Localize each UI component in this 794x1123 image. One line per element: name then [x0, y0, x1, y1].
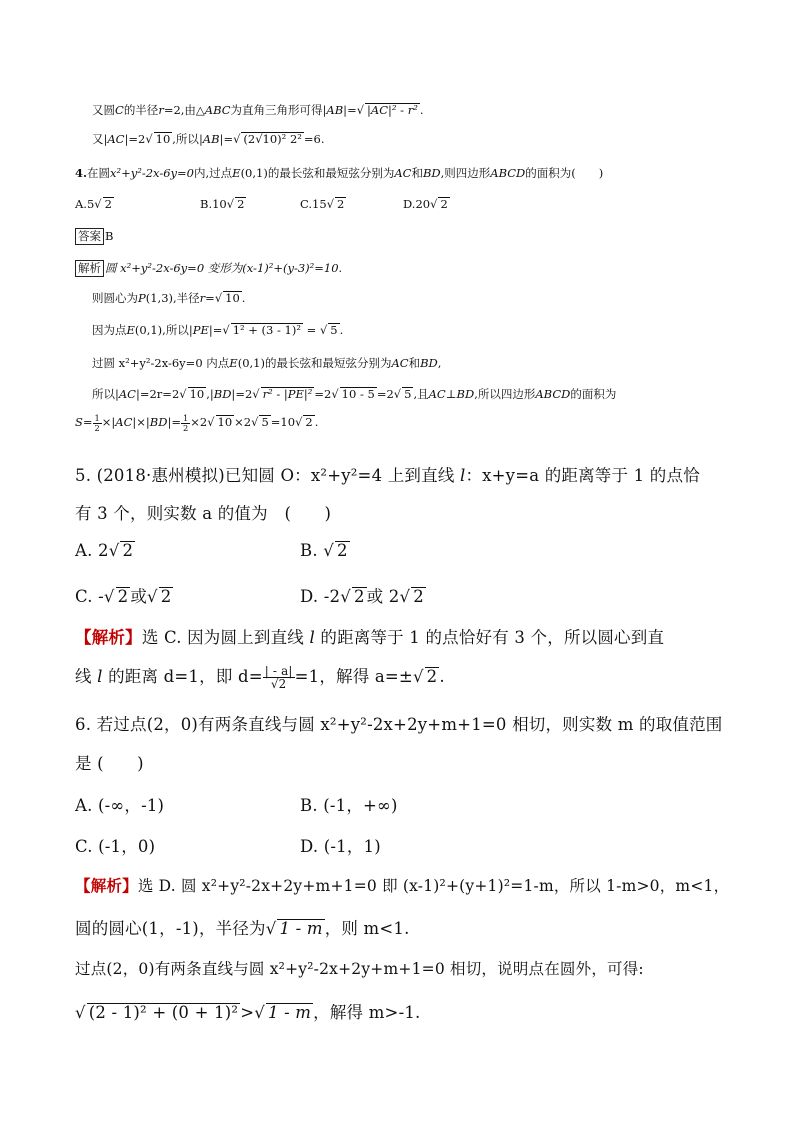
analysis-tag: 【解析】 — [75, 876, 138, 895]
p3-line-2 — [92, 131, 324, 147]
radical-sign: √ — [430, 197, 438, 211]
radicand: r² - |PE|² — [262, 387, 313, 401]
text: =2 — [235, 387, 253, 401]
radical-sign: √ — [319, 323, 328, 337]
q4-analysis-line-5 — [92, 386, 616, 402]
radicand: 1² + (3 - 1)² — [232, 323, 301, 337]
var: |AC| — [115, 387, 140, 401]
q4-stem — [75, 165, 603, 181]
p3-line-1 — [92, 102, 423, 118]
text: 的距离 d=1，即 d= — [102, 667, 263, 686]
text: = — [302, 323, 320, 337]
radical-sign: √ — [252, 387, 260, 401]
radical-sign: √ — [94, 197, 102, 211]
text: 圆的圆心(1，-1)，半径为 — [75, 919, 266, 938]
text: ,所以 — [172, 132, 199, 146]
option-text: D. (-1，1) — [300, 837, 381, 856]
q6-option-b — [300, 792, 398, 816]
text: 6. 若过点(2，0)有两条直线与圆 x²+y²-2x+2y+m+1=0 相切，则实数 m 的取值范围 — [75, 715, 723, 734]
q5-stem-line-1 — [75, 462, 700, 486]
q5-analysis-line-2 — [75, 663, 445, 690]
text: 和 — [411, 166, 423, 180]
text: ，解得 m>-1. — [313, 1003, 421, 1022]
radicand: 2 — [336, 541, 348, 560]
var: BD — [422, 166, 441, 180]
text: 有 3 个，则实数 a 的值为 ( ) — [75, 504, 332, 523]
option-letter: B. — [200, 197, 213, 211]
radicand: 10 — [189, 387, 205, 401]
radical-sign: √ — [75, 1003, 86, 1022]
text: =2 — [128, 132, 146, 146]
radicand: (2 - 1)² + (0 + 1)² — [88, 1003, 239, 1022]
q6-option-d — [300, 833, 381, 857]
q4-option-d — [403, 197, 450, 211]
radical-sign: √ — [179, 387, 187, 401]
option-coef: 5 — [86, 197, 95, 211]
text: . — [339, 323, 344, 337]
var: S — [75, 415, 83, 430]
radicand: 10 - 5 — [341, 387, 375, 401]
q6-analysis-line-3 — [75, 957, 644, 979]
option-text: A. (-∞，-1) — [75, 796, 165, 815]
var: l — [459, 466, 466, 485]
radicand: 2 — [440, 197, 448, 211]
q5-analysis-line-1 — [75, 624, 664, 648]
option-letter: A. — [75, 197, 87, 211]
q6-stem-line-1 — [75, 711, 723, 735]
fraction — [93, 414, 102, 432]
var: |PE| — [188, 323, 213, 337]
radical-sign: √ — [251, 415, 259, 430]
denominator: 2 — [182, 422, 189, 433]
var: AC — [394, 166, 412, 180]
q5-option-a — [75, 541, 135, 561]
q4-option-a — [75, 197, 114, 211]
radical-sign: √ — [147, 587, 158, 606]
text: ,则四边形 — [440, 166, 491, 180]
radical-sign: √ — [103, 587, 115, 606]
text: . — [439, 667, 445, 686]
var: |AB| — [322, 103, 348, 117]
text: 在圆 — [87, 166, 111, 180]
text: 的半径 — [123, 103, 159, 117]
text: , — [437, 356, 442, 370]
radicand: 2 — [353, 587, 365, 606]
text: =10 — [270, 415, 296, 430]
radicand: 10 — [225, 291, 240, 305]
text: ，则 m<1. — [324, 919, 410, 938]
q4-option-c — [300, 197, 346, 211]
text: 则圆心为 — [92, 291, 138, 305]
text: 是 ( ) — [75, 754, 144, 773]
q4-option-b — [200, 197, 246, 211]
radicand: 2 — [117, 587, 129, 606]
text: =2r=2 — [139, 387, 180, 401]
text: = — [82, 415, 93, 430]
q5-stem-line-2 — [75, 500, 331, 524]
radicand: (2√10)² 2² — [243, 132, 302, 146]
radical-sign: √ — [233, 132, 241, 146]
radical-sign: √ — [323, 541, 334, 560]
q6-option-c — [75, 833, 155, 857]
q6-stem-line-2 — [75, 750, 144, 774]
text: (1,3),半径 — [145, 291, 200, 305]
text: 5. (2018·惠州模拟)已知圆 O：x²+y²=4 上到直线 — [75, 466, 460, 485]
text: 又圆 — [92, 103, 115, 117]
radicand: 2 — [104, 197, 112, 211]
radical-sign: √ — [214, 291, 223, 305]
equation: x²+y²-2x-6y=0 — [110, 166, 194, 180]
q5-option-c — [75, 583, 173, 607]
text: . — [419, 103, 424, 117]
radicand: 10 — [217, 415, 233, 430]
radical-sign: √ — [295, 415, 303, 430]
radicand: 2 — [305, 415, 313, 430]
text: 因为点 — [92, 323, 127, 337]
analysis-tag: 【解析】 — [75, 628, 142, 647]
text: 又 — [92, 132, 104, 146]
radicand: 2 — [237, 197, 245, 211]
q4-analysis-line-1 — [75, 260, 342, 277]
denominator: 2 — [94, 422, 100, 433]
text: , — [206, 387, 210, 401]
text: 或 — [130, 587, 148, 606]
text: 选 D. 圆 x²+y²-2x+2y+m+1=0 即 (x-1)²+(y+1)²=1-m，所以 1-m>0，m<1， — [137, 877, 730, 895]
option-coef: 15 — [312, 197, 327, 211]
radical-sign: √ — [265, 919, 277, 938]
radical-sign: √ — [254, 1003, 265, 1022]
var: E — [229, 356, 238, 370]
radicand: 2 — [413, 587, 424, 606]
fraction — [263, 665, 295, 691]
option-text: C. (-1，0) — [75, 837, 156, 856]
option-letter: C. - — [75, 587, 104, 606]
text: =2 — [314, 387, 332, 401]
answer-value: B — [105, 229, 114, 243]
option-letter: D. -2 — [300, 587, 341, 606]
text: 过圆 x²+y²-2x-6y=0 内点 — [92, 356, 230, 370]
text: 内,过点 — [194, 166, 233, 180]
text: ×2 — [190, 415, 208, 430]
radicand: 5 — [330, 323, 338, 337]
text: 所以 — [92, 387, 115, 401]
var: r — [199, 291, 206, 305]
text: 线 — [75, 667, 98, 686]
var: l — [97, 667, 103, 686]
text: = — [347, 103, 357, 117]
numerator: | - a| — [264, 663, 293, 678]
option-text: B. (-1，+∞) — [300, 796, 398, 815]
var: AC⊥BD — [428, 387, 475, 401]
var: E — [126, 323, 135, 337]
q4-analysis-line-4 — [92, 355, 441, 371]
text: 和 — [408, 356, 421, 370]
text: ：x+y=a 的距离等于 1 的点恰 — [465, 466, 700, 485]
text: =2,由△ — [163, 103, 205, 117]
q5-option-b — [300, 541, 350, 561]
var: BD — [420, 356, 438, 370]
q4-analysis-line-2 — [92, 290, 245, 306]
var: C — [115, 103, 124, 117]
radicand: 2 — [337, 197, 345, 211]
radical-sign: √ — [393, 387, 402, 401]
text: 的距离等于 1 的点恰好有 3 个，所以圆心到直 — [314, 628, 665, 647]
text: 选 C. 因为圆上到直线 — [141, 628, 310, 647]
option-letter: B. — [300, 541, 324, 560]
radicand: 1 - m — [267, 1003, 312, 1022]
text: (0,1)的最长弦和最短弦分别为 — [240, 166, 395, 180]
var: |BD| — [209, 387, 236, 401]
q6-option-a — [75, 792, 164, 816]
text: ,且 — [413, 387, 429, 401]
option-letter: A. 2 — [75, 541, 109, 560]
var: |AB| — [198, 132, 224, 146]
radical-sign: √ — [326, 197, 335, 211]
var: ABC — [204, 103, 231, 117]
text: = — [212, 323, 223, 337]
q4-analysis-line-6 — [75, 414, 318, 432]
text: 过点(2，0)有两条直线与圆 x²+y²-2x+2y+m+1=0 相切，说明点在圆外，可得: — [75, 960, 644, 978]
q6-analysis-line-1 — [75, 874, 729, 896]
answer-tag: 答案 — [75, 228, 104, 245]
text: (0,1),所以 — [134, 323, 189, 337]
radical-sign: √ — [399, 587, 411, 606]
var: r — [158, 103, 164, 117]
radical-sign: √ — [331, 387, 339, 401]
numerator: 1 — [94, 413, 100, 423]
denominator: √2 — [270, 677, 287, 691]
var: |AC| — [103, 132, 129, 146]
radical-sign: √ — [412, 667, 424, 686]
text: 的面积为( ) — [525, 166, 604, 180]
var: ABCD — [490, 166, 526, 180]
q6-analysis-line-2 — [75, 915, 410, 939]
radical-sign: √ — [108, 541, 120, 560]
var: AC — [391, 356, 409, 370]
radicand: 5 — [261, 415, 269, 430]
q4-answer — [75, 228, 113, 245]
text: =2 — [376, 387, 394, 401]
var: P — [138, 291, 146, 305]
numerator: 1 — [182, 413, 189, 423]
text: =1，解得 a=± — [294, 667, 413, 686]
text: = — [205, 291, 215, 305]
radical-sign: √ — [145, 132, 153, 146]
text: . — [241, 291, 246, 305]
option-coef: 20 — [415, 197, 431, 211]
radicand: 2 — [160, 587, 172, 606]
var: E — [232, 166, 241, 180]
text: > — [240, 1003, 255, 1022]
var: l — [309, 628, 315, 647]
radical-sign: √ — [356, 103, 365, 117]
text: (0,1)的最长弦和最短弦分别为 — [237, 356, 392, 370]
radical-sign: √ — [207, 415, 215, 430]
analysis-tag: 解析 — [75, 260, 104, 277]
text: 的面积为 — [570, 387, 617, 401]
q4-analysis-line-3 — [92, 322, 343, 338]
text: . — [314, 415, 319, 430]
q5-option-d — [300, 583, 426, 607]
radical-sign: √ — [340, 587, 351, 606]
text: = — [223, 132, 234, 146]
radicand: 1 - m — [279, 919, 323, 938]
question-number: 4. — [75, 166, 88, 180]
radicand: 10 — [155, 132, 171, 146]
option-letter: C. — [300, 197, 313, 211]
radicand: |AC|² - r² — [367, 103, 418, 117]
text: ×2 — [234, 415, 252, 430]
radical-sign: √ — [226, 197, 235, 211]
q6-analysis-line-4 — [75, 999, 421, 1023]
radicand: 5 — [404, 387, 412, 401]
text: 或 2 — [366, 587, 400, 606]
text: =6. — [303, 132, 325, 146]
radicand: 2 — [122, 541, 134, 560]
text: 为直角三角形可得 — [230, 103, 323, 117]
text: ,所以四边形 — [474, 387, 536, 401]
text: ×|AC|×|BD|= — [101, 415, 181, 430]
option-coef: 10 — [212, 197, 227, 211]
text: 圆 x²+y²-2x-6y=0 变形为(x-1)²+(y-3)²=10. — [105, 261, 343, 275]
radicand: 2 — [426, 667, 438, 686]
radical-sign: √ — [222, 323, 230, 337]
option-letter: D. — [403, 197, 416, 211]
fraction — [181, 414, 190, 432]
var: ABCD — [535, 387, 571, 401]
